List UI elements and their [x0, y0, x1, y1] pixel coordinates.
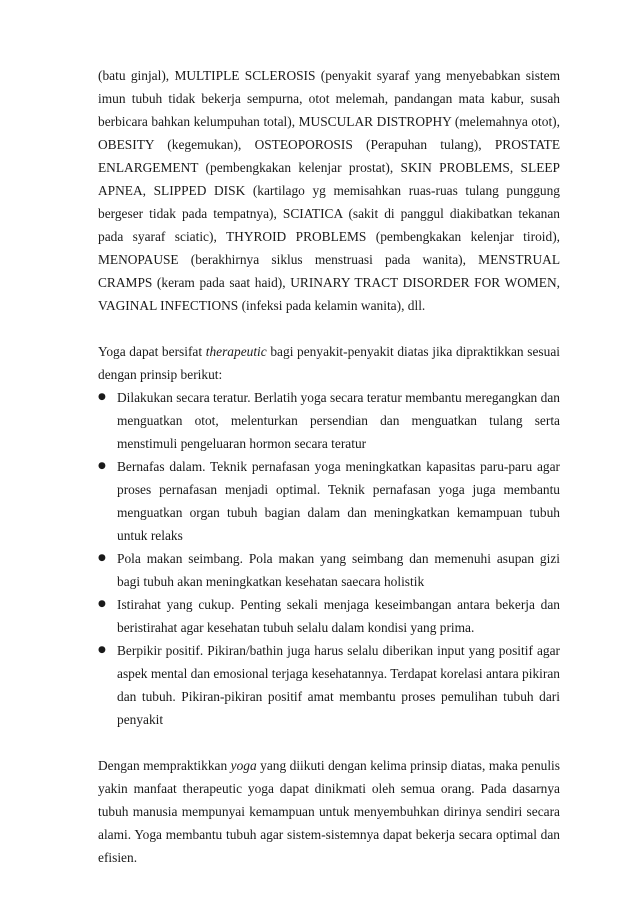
list-item [98, 386, 560, 455]
bullet-icon: ● [98, 645, 106, 655]
list-item-text: Istirahat yang cukup. Penting sekali menjaga keseimbangan antara bekerja dan beristirahat agar kesehatan tubuh selalu dalam kondisi yang prima. [117, 597, 560, 635]
bullet-icon: ● [98, 392, 106, 402]
list-item-text: Dilakukan secara teratur. Berlatih yoga secara teratur membantu meregangkan dan menguatkan otot, melenturkan persendian dan menguatkan tulang serta menstimuli pengeluaran hormon secara teratur [117, 390, 560, 451]
list-item-text: Bernafas dalam. Teknik pernafasan yoga meningkatkan kapasitas paru-paru agar proses pernafasan menjadi optimal. Teknik pernafasan yoga juga membantu menguatkan organ tubuh bagian dalam dan meningkatkan kemampuan tubuh untuk relaks [117, 459, 560, 543]
list-item [98, 639, 560, 731]
intro-text-end: bagi penyakit-penyakit diatas jika dipraktikkan sesuai dengan prinsip berikut: [98, 344, 560, 382]
principles-list [98, 386, 560, 731]
bullet-icon: ● [98, 599, 106, 609]
list-item-text: Pola makan seimbang. Pola makan yang seimbang dan memenuhi asupan gizi bagi tubuh akan meningkatkan kesehatan saecara holistik [117, 551, 560, 589]
document-page [98, 64, 560, 869]
intro-emphasis: therapeutic [205, 344, 267, 359]
list-item-text: Berpikir positif. Pikiran/bathin juga harus selalu diberikan input yang positif agar aspek mental dan emosional terjaga kesehatannya. Terdapat korelasi antara pikiran dan tubuh. Pikiran-pikiran positif amat membantu proses pemulihan tubuh dari penyakit [117, 643, 560, 727]
intro-text-start: Yoga dapat bersifat [98, 344, 206, 359]
list-item [98, 455, 560, 547]
disease-list-paragraph: (batu ginjal), MULTIPLE SCLEROSIS (penyakit syaraf yang menyebabkan sistem imun tubuh tidak bekerja sempurna, otot melemah, pandangan mata kabur, susah berbicara bahkan kelumpuhan total), MUSCULAR DISTROPHY (melemahnya otot), OBESITY (kegemukan), OSTEOPOROSIS (Perapuhan tulang), PROSTATE ENLARGEMENT (pembengkakan kelenjar prostat), SKIN PROBLEMS, SLEEP APNEA, SLIPPED DISK (kartilago yg memisahkan ruas-ruas tulang punggung bergeser tidak pada tempatnya), SCIATICA (sakit di panggul diakibatkan tekanan pada syaraf sciatic), THYROID PROBLEMS (pembengkakan kelenjar tiroid), MENOPAUSE (berakhirnya siklus menstruasi pada wanita), MENSTRUAL CRAMPS (keram pada saat haid), URINARY TRACT DISORDER FOR WOMEN, VAGINAL INFECTIONS (infeksi pada kelamin wanita), dll. [98, 68, 560, 313]
list-item [98, 593, 560, 639]
bullet-icon: ● [98, 553, 106, 563]
closing-text-start: Dengan mempraktikkan [98, 758, 231, 773]
list-item [98, 547, 560, 593]
closing-text-end: yang diikuti dengan kelima prinsip diatas, maka penulis yakin manfaat therapeutic yoga dapat dinikmati oleh semua orang. Pada dasarnya tubuh manusia mempunyai kemampuan untuk menyembuhkan dirinya sendiri secara alami. Yoga membantu tubuh agar sistem-sistemnya dapat bekerja secara optimal dan efisien. [98, 758, 560, 865]
closing-paragraph [98, 754, 560, 869]
intro-paragraph [98, 340, 560, 386]
bullet-icon: ● [98, 461, 106, 471]
closing-emphasis: yoga [230, 758, 257, 773]
